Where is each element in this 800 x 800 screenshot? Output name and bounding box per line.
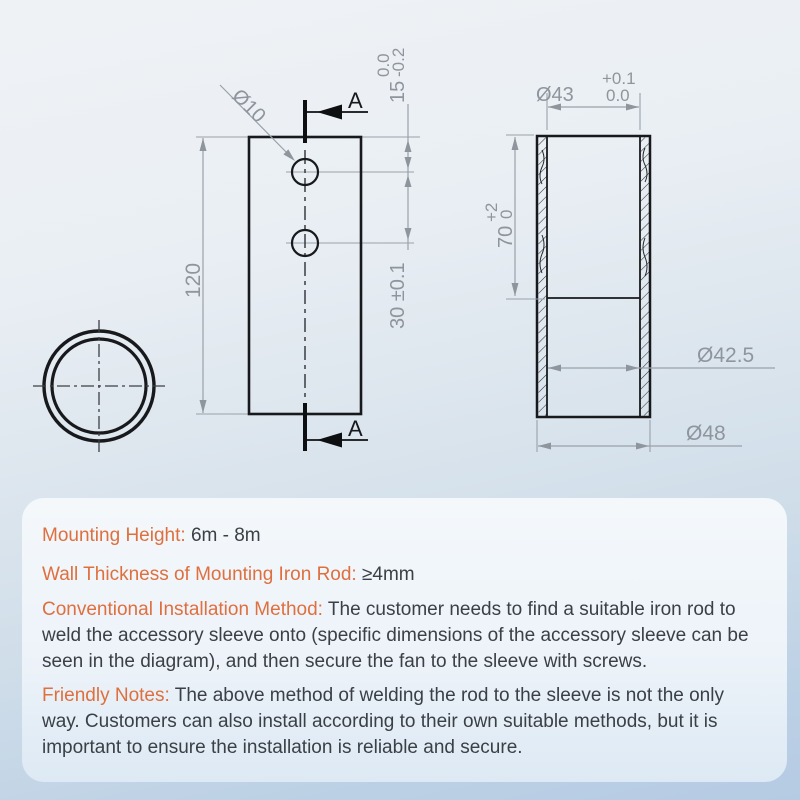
dim-arrowhead — [405, 157, 412, 169]
note-friendly-notes — [42, 683, 763, 761]
dim-arrowhead — [512, 283, 519, 296]
inner-diameter-top-tol-upper: +0.1 — [602, 69, 636, 88]
note-installation-method — [42, 597, 763, 675]
sleeve-section-view — [482, 69, 775, 452]
note-text: The above method of welding the rod to the sleeve is not the only way. Customers can also install according to their own suitable methods, but it is important to ensure the installation is reliable and secure. — [42, 685, 724, 758]
section-mark-top — [305, 88, 368, 143]
dim-arrowhead — [512, 137, 519, 150]
inner-diameter-top-value: Ø43 — [536, 84, 574, 106]
section-label-top: A — [348, 88, 363, 113]
hole-diameter-label: Ø10 — [227, 84, 270, 128]
dim-arrowhead — [405, 140, 412, 152]
section-arrowhead — [317, 433, 342, 448]
section-arrowhead — [317, 105, 342, 120]
hole-offset-value: 15 — [387, 80, 409, 103]
hole-offset-label — [374, 48, 409, 103]
note-label: Wall Thickness of Mounting Iron Rod: — [42, 564, 357, 585]
note-mounting-height — [42, 523, 763, 549]
note-label: Mounting Height: — [42, 525, 186, 546]
front-view — [182, 48, 420, 451]
dim-insert-depth — [482, 135, 545, 299]
dim-hole-positions — [374, 48, 412, 329]
dim-arrowhead — [538, 443, 551, 450]
insert-depth-label — [482, 203, 517, 248]
insert-depth-value: 70 — [495, 225, 517, 248]
dim-arrowhead — [405, 228, 412, 240]
plate-height-label: 120 — [182, 262, 205, 298]
dim-arrowhead — [405, 175, 412, 187]
note-wall-thickness — [42, 562, 763, 588]
insert-depth-tol-lower: 0 — [497, 209, 516, 219]
dim-arrowhead — [626, 365, 639, 372]
dim-arrowhead — [636, 443, 649, 450]
note-text: The customer needs to find a suitable iron rod to weld the accessory sleeve onto (specific dimensions of the accessory sleeve can be seen in the diagram), and then secure the fan to the sleeve with screws. — [42, 599, 749, 672]
sleeve-outline — [537, 136, 650, 417]
dim-arrowhead — [200, 138, 207, 151]
outer-diameter-label: Ø48 — [686, 422, 726, 445]
section-mark-bottom — [305, 403, 368, 451]
dim-outer-diameter — [537, 420, 742, 452]
dim-arrowhead — [200, 400, 207, 413]
tube-top-view — [33, 320, 165, 452]
wall-hatch-right — [641, 138, 649, 416]
hole-offset-tol-upper: 0.0 — [374, 53, 393, 77]
inner-diameter-label: Ø42.5 — [697, 344, 755, 367]
hole-offset-tol-lower: -0.2 — [389, 47, 408, 77]
note-text: 6m - 8m — [190, 525, 261, 546]
dim-plate-height — [182, 138, 207, 413]
note-label: Conventional Installation Method: — [42, 599, 323, 620]
wall-hatch-left — [539, 138, 547, 416]
insert-depth-tol-upper: +2 — [482, 202, 501, 222]
dim-inner-diameter — [548, 344, 775, 372]
section-label-bottom: A — [348, 416, 363, 441]
note-text: ≥4mm — [361, 564, 415, 585]
note-label: Friendly Notes: — [42, 685, 170, 706]
dim-arrowhead — [548, 365, 561, 372]
notes-card — [22, 498, 787, 782]
hole-spacing-label: 30 ±0.1 — [387, 262, 409, 329]
dim-inner-diameter-top — [536, 69, 640, 130]
inner-diameter-top-tol-lower: 0.0 — [606, 86, 630, 105]
